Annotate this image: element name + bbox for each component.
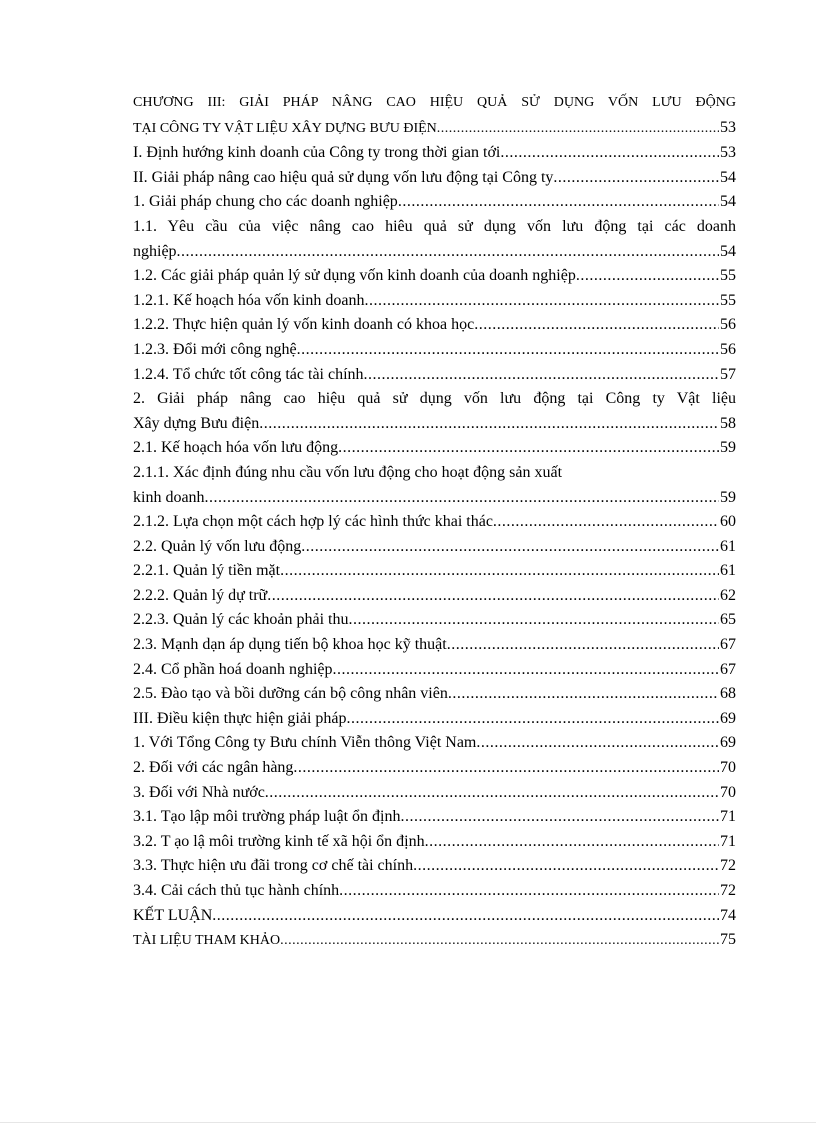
toc-entry [133,166,736,191]
toc-entry-text: 1.2.4. Tổ chức tốt công tác tài chính [133,365,364,383]
toc-leader-dots [447,633,719,658]
toc-entry [133,633,736,658]
toc-page-number: 56 [720,340,736,358]
toc-page-number: 54 [720,193,736,211]
toc-leader-dots [576,264,719,289]
toc-leader-dots [364,363,719,388]
toc-leader-dots [259,412,719,437]
toc-page-number: 65 [720,611,736,629]
toc-leader-dots [265,781,719,806]
toc-entry-text: 1.2. Các giải pháp quản lý sử dụng vốn kinh doanh của doanh nghiệp [133,267,576,285]
toc-entry-text: 2.2.1. Quản lý tiền mặt [133,562,281,580]
toc-page-number: 53 [720,118,736,136]
toc-entry [133,141,736,166]
toc-entry [133,658,736,683]
toc-entry-text: 2.3. Mạnh dạn áp dụng tiến bộ khoa học kỹ thuật [133,636,447,654]
toc-entry-text: I. Định hướng kinh doanh của Công ty trong thời gian tới [133,144,501,162]
toc-entry-text: 2.5. Đào tạo và bồi dưỡng cán bộ công nhân viên [133,685,448,703]
toc-entry-text: 3.4. Cải cách thủ tục hành chính [133,882,340,899]
toc-entry-text: 2. Đối với các ngân hàng [133,759,294,777]
toc-entry-line1: 2. Giải pháp nâng cao hiệu quả sử dụng vốn lưu động tại Công ty Vật liệu [133,390,736,408]
toc-page-number: 67 [720,660,736,678]
toc-leader-dots [474,313,719,338]
toc-entry-text: 1. Với Tổng Công ty Bưu chính Viễn thông Việt Nam [133,734,477,752]
toc-page-number: 53 [720,144,736,162]
toc-page-number: 72 [720,882,736,899]
toc-entry [133,190,736,215]
toc-leader-dots [333,658,719,683]
toc-entry-text: kinh doanh [133,488,205,506]
toc-page-number: 70 [720,759,736,777]
toc-entry-text: 1.2.3. Đổi mới công nghệ [133,340,297,358]
toc-leader-dots [280,559,719,584]
toc-page-number: 68 [720,685,736,703]
toc-page-number: 57 [720,365,736,383]
toc-entry-text: TẠI CÔNG TY VẬT LIỆU XÂY DỰNG BƯU ĐIỆN [133,120,437,136]
toc-page-number: 71 [720,832,736,850]
toc-entry [133,805,736,830]
toc-entry [133,240,736,265]
table-of-contents [133,91,736,954]
toc-leader-dots [338,436,719,461]
toc-entry [133,338,736,363]
toc-leader-dots [212,904,719,929]
toc-entry-text: TÀI LIỆU THAM KHẢO [133,933,281,949]
toc-entry-text: 2.1. Kế hoạch hóa vốn lưu động [133,439,339,457]
toc-leader-dots [280,929,719,954]
toc-entry [133,608,736,633]
toc-leader-dots [267,584,719,609]
toc-page-number: 72 [720,857,736,875]
toc-leader-dots [425,830,719,855]
toc-page-number: 55 [720,291,736,309]
toc-leader-dots [205,486,719,511]
toc-leader-dots [347,707,720,732]
toc-page-number: 60 [720,513,736,531]
toc-leader-dots [553,166,719,191]
toc-page-number: 74 [720,906,736,924]
toc-entry [133,313,736,338]
toc-leader-dots [476,731,719,756]
toc-page-number: 61 [720,537,736,555]
toc-leader-dots [500,141,719,166]
toc-entry-text: 1.2.1. Kế hoạch hóa vốn kinh doanh [133,291,365,309]
toc-page-number: 62 [720,586,736,604]
toc-page-number: 69 [720,734,736,752]
toc-leader-dots [297,338,719,363]
toc-page-number: 58 [720,414,736,432]
toc-page-number: 69 [720,709,736,727]
toc-entry [133,830,736,855]
toc-entry-text: nghiệp [133,242,177,260]
toc-entry-text: 3. Đối với Nhà nước [133,783,265,801]
toc-entry [133,412,736,437]
toc-leader-dots [493,510,719,535]
toc-leader-dots [413,854,719,879]
toc-entry-text: 1. Giải pháp chung cho các doanh nghiệp [133,193,398,211]
toc-entry [133,559,736,584]
toc-entry [133,584,736,609]
toc-entry-text: Xây dựng Bưu điện [133,414,260,432]
toc-page-number: 67 [720,636,736,654]
toc-entry-text: 2.2.3. Quản lý các khoản phải thu [133,611,349,629]
toc-entry [133,289,736,314]
toc-entry [133,486,736,511]
toc-entry [133,756,736,781]
toc-page-number: 54 [720,168,736,186]
toc-entry-text: 3.2. T ạo lậ môi trường kinh tế xã hội ổn định [133,832,425,850]
toc-entry [133,363,736,388]
toc-entry-text: 2.2.2. Quản lý dự trữ [133,586,268,604]
toc-entry [133,535,736,560]
toc-leader-dots [177,240,719,265]
toc-entry [133,879,736,904]
toc-entry-text: 3.1. Tạo lập môi trường pháp luật ổn định [133,808,401,826]
toc-entry-text: 2.1.2. Lựa chọn một cách hợp lý các hình thức khai thác [133,513,493,531]
toc-page-number: 55 [720,267,736,285]
toc-leader-dots [365,289,719,314]
toc-page-number: 75 [720,931,736,949]
toc-entry-text: 3.3. Thực hiện ưu đãi trong cơ chế tài chính [133,857,414,875]
toc-page-number: 61 [720,562,736,580]
toc-page-number: 70 [720,783,736,801]
toc-leader-dots [293,756,719,781]
toc-chapter-heading-line2 [133,116,736,142]
toc-entry-line1: 2.1.1. Xác định đúng nhu cầu vốn lưu động cho hoạt động sản xuất [133,463,563,481]
toc-entry-text: 1.2.2. Thực hiện quản lý vốn kinh doanh có khoa học [133,316,475,334]
toc-entry-text: 2.4. Cổ phần hoá doanh nghiệp [133,660,333,678]
toc-entry [133,854,736,879]
toc-leader-dots [349,608,720,633]
toc-page-number: 71 [720,808,736,826]
toc-entry [133,731,736,756]
toc-leader-dots [398,190,719,215]
toc-entry-text: KẾT LUẬN [133,906,213,924]
toc-chapter-heading-line1: CHƯƠNG III: GIẢI PHÁP NÂNG CAO HIỆU QUẢ SỬ DỤNG VỐN LƯU ĐỘNG [133,95,736,110]
toc-entry [133,904,736,929]
toc-leader-dots [448,682,719,707]
toc-leader-dots [301,535,719,560]
toc-entry-line1: 1.1. Yêu cầu của việc nâng cao hiêu quả sử dụng vốn lưu động tại các doanh [133,217,736,235]
toc-leader-dots [339,879,719,904]
toc-entry [133,707,736,732]
toc-entry [133,436,736,461]
toc-leader-dots [437,117,719,142]
toc-page-number: 56 [720,316,736,334]
toc-entry-text: 2.2. Quản lý vốn lưu động [133,537,302,555]
toc-entry-text: III. Điều kiện thực hiện giải pháp [133,709,347,727]
toc-page-number: 59 [720,488,736,506]
toc-page-number: 54 [720,242,736,260]
toc-page-number: 59 [720,439,736,457]
toc-entry [133,928,736,954]
toc-entry [133,781,736,806]
toc-leader-dots [400,805,719,830]
toc-entry [133,264,736,289]
toc-entry [133,682,736,707]
toc-entry [133,510,736,535]
toc-entry-text: II. Giải pháp nâng cao hiệu quả sử dụng vốn lưu động tại Công ty [133,168,554,186]
